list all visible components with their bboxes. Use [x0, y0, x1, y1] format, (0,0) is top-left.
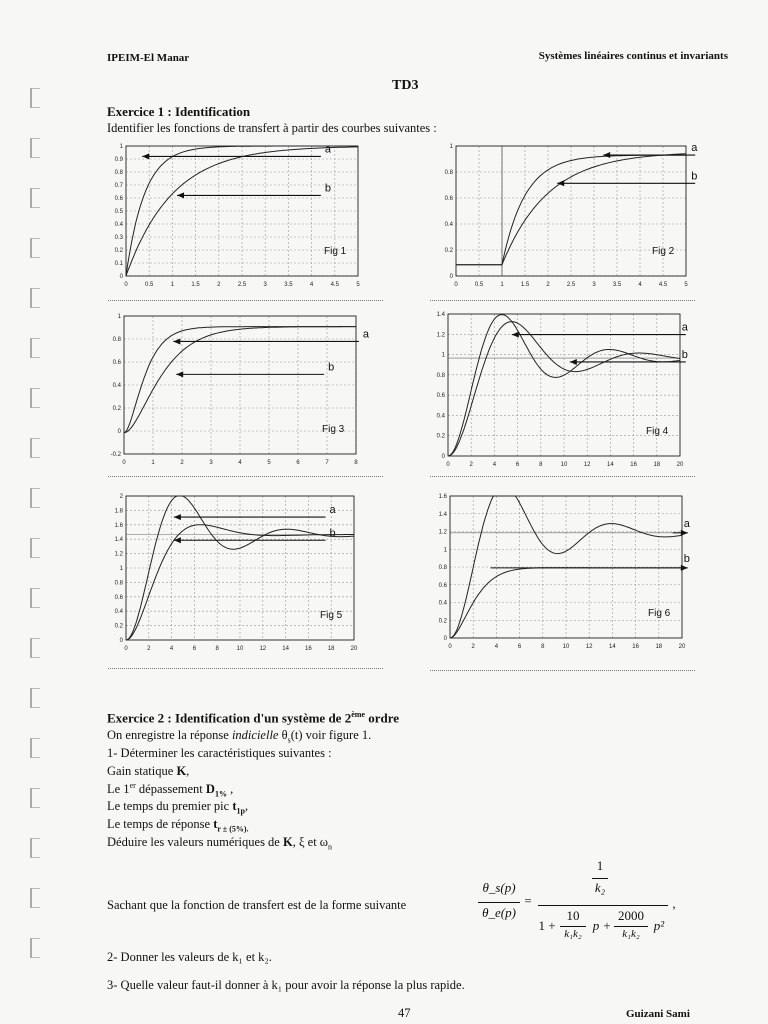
formula-ten: 10 [566, 908, 580, 923]
x-tick-label: 16 [630, 462, 637, 468]
arrow-head [603, 152, 610, 158]
exercise1-title: Exercice 1 : Identification [107, 104, 251, 119]
x-tick-label: 14 [609, 644, 616, 650]
formula-p: p + [592, 918, 612, 933]
footer-author: Guizani Sami [626, 1008, 690, 1020]
x-tick-label: 18 [327, 646, 335, 652]
exercise1-intro: Identifier les fonctions de transfert à partir des courbes suivantes : [107, 121, 437, 135]
curve-label-b: b [328, 361, 335, 374]
y-tick-label: 0 [441, 454, 445, 460]
page-title: TD3 [392, 78, 419, 93]
y-tick-label: 1.4 [436, 312, 445, 318]
x-tick-label: 3.5 [284, 282, 293, 288]
formula-k1k2-a: k₁k₂ [564, 928, 582, 940]
y-tick-label: 1 [443, 547, 447, 554]
x-tick-label: 2 [469, 462, 473, 468]
x-tick-label: 0.5 [145, 282, 154, 288]
formula-k1k2-b: k₁k₂ [622, 928, 640, 940]
ex2-line-9: 2- Donner les valeurs de k₁ et k₂. [107, 950, 272, 964]
arrow-head [681, 565, 688, 571]
x-tick-label: 2 [217, 282, 221, 288]
ex2-line-6: Le temps de réponse $t_{r \pm (5\%).}$ [107, 817, 249, 834]
formula-p2: p² [653, 918, 665, 933]
x-tick-label: 4.5 [330, 282, 339, 288]
formula-lhs-num: θ_s(p) [482, 880, 516, 895]
y-tick-label: 0.4 [112, 383, 121, 389]
figure-1 [100, 138, 390, 290]
figure-label: Fig 2 [652, 246, 675, 257]
x-tick-label: 1 [170, 282, 175, 288]
y-tick-label: 0.8 [436, 372, 445, 379]
ex2-line-10: 3- Quelle valeur faut-il donner à k₁ pour avoir la réponse la plus rapide. [107, 978, 465, 992]
y-tick-label: 1 [119, 144, 123, 150]
formula-2000: 2000 [618, 908, 644, 923]
figure-label: Fig 5 [320, 610, 343, 621]
y-tick-label: 2 [119, 494, 123, 500]
curve-label-a: a [681, 321, 688, 334]
y-tick-label: 0.2 [438, 618, 447, 625]
x-tick-label: 4 [638, 282, 642, 288]
y-tick-label: 1 [441, 352, 445, 359]
x-tick-label: 2.5 [566, 282, 576, 288]
x-tick-label: 20 [676, 462, 684, 468]
y-tick-label: 0 [117, 429, 121, 435]
figure-6 [428, 490, 718, 652]
x-tick-label: 3 [209, 460, 213, 466]
figure-label: Fig 4 [646, 426, 669, 437]
x-tick-label: 2 [147, 646, 151, 652]
y-tick-label: 0.2 [114, 623, 123, 630]
arrow-head [174, 514, 181, 520]
y-tick-label: 1 [117, 314, 121, 320]
figure-5 [100, 490, 390, 652]
x-tick-label: 1 [151, 460, 155, 466]
x-tick-label: 18 [655, 644, 663, 650]
x-tick-label: 0 [122, 460, 126, 466]
figure-label: Fig 1 [324, 246, 347, 257]
x-tick-label: 10 [560, 462, 568, 468]
curve-label-a: a [362, 328, 370, 341]
x-tick-label: 2 [471, 644, 475, 650]
y-tick-label: 1.2 [114, 551, 123, 558]
response-curve-b [450, 568, 682, 638]
x-tick-label: 8 [541, 644, 545, 650]
x-tick-label: 8 [354, 460, 358, 466]
arrow-head [570, 359, 577, 365]
y-tick-label: 0.2 [114, 248, 123, 254]
y-tick-label: 0 [449, 274, 453, 280]
y-tick-label: 0.2 [444, 248, 453, 254]
x-tick-label: 16 [632, 644, 639, 650]
ex2-line-4: Le 1er dépassement $D_{1\%}$ , [107, 781, 234, 799]
x-tick-label: 5 [684, 282, 688, 288]
figure-label: Fig 3 [322, 424, 345, 435]
ex2-line-2: 1- Déterminer les caractéristiques suivantes : [107, 746, 332, 760]
x-tick-label: 8 [215, 646, 219, 652]
x-tick-label: 5 [267, 460, 271, 466]
arrow-head [142, 153, 149, 159]
y-tick-label: 0 [119, 274, 123, 280]
x-tick-label: 4.5 [658, 282, 668, 288]
x-tick-label: 0 [446, 462, 450, 468]
y-tick-label: 0.6 [438, 582, 447, 589]
y-tick-label: 0.6 [114, 594, 123, 601]
x-tick-label: 12 [585, 644, 593, 650]
x-tick-label: 4 [494, 644, 499, 650]
arrow-head [173, 338, 180, 344]
y-tick-label: 0.8 [112, 337, 121, 343]
x-tick-label: 20 [678, 644, 686, 650]
x-tick-label: 4 [238, 460, 242, 466]
y-tick-label: 0.2 [436, 433, 445, 440]
x-tick-label: 10 [562, 644, 570, 650]
curve-label-a: a [329, 504, 336, 517]
x-tick-label: 3.5 [612, 282, 622, 288]
y-tick-label: 0.3 [114, 235, 123, 241]
x-tick-label: 4 [169, 646, 174, 652]
y-tick-label: 0.4 [114, 609, 123, 616]
arrow-head [681, 530, 688, 536]
x-tick-label: 2 [180, 460, 184, 466]
curve-label-b: b [329, 527, 336, 540]
formula-den-1: 1 + [538, 918, 556, 933]
x-tick-label: 8 [539, 462, 543, 468]
formula-k2: k₂ [594, 880, 606, 895]
x-tick-label: 1 [500, 282, 504, 288]
x-tick-label: 20 [350, 646, 358, 652]
y-tick-label: 1.2 [436, 332, 445, 339]
curve-label-a: a [683, 517, 690, 530]
figure-2 [428, 138, 718, 290]
x-tick-label: 5 [356, 282, 360, 288]
arrow-head [177, 192, 184, 198]
arrow-head [512, 332, 519, 338]
x-tick-label: 6 [192, 646, 197, 652]
y-tick-label: 0.4 [436, 413, 445, 420]
y-tick-label: 0.8 [438, 565, 447, 571]
y-tick-label: 0.8 [444, 170, 453, 176]
x-tick-label: 4 [309, 282, 314, 288]
y-tick-label: -0.2 [110, 452, 121, 458]
formula-one: 1 [596, 858, 604, 873]
ex2-line-8: Sachant que la fonction de transfert est de la forme suivante [107, 898, 407, 912]
figure-label: Fig 6 [648, 608, 671, 619]
x-tick-label: 18 [653, 462, 661, 468]
header-left: IPEIM-El Manar [107, 52, 190, 64]
x-tick-label: 16 [305, 646, 312, 652]
curve-label-b: b [683, 552, 690, 565]
x-tick-label: 12 [583, 462, 591, 468]
y-tick-label: 0.4 [438, 600, 447, 607]
x-tick-label: 3 [263, 282, 267, 288]
curve-label-a: a [324, 143, 332, 156]
figure-3 [100, 308, 390, 468]
curve-label-b: b [681, 348, 688, 361]
y-tick-label: 0.4 [114, 222, 123, 228]
y-tick-label: 0.6 [444, 196, 453, 202]
y-tick-label: 0.6 [436, 393, 445, 400]
y-tick-label: 1.6 [114, 522, 123, 529]
y-tick-label: 0.4 [444, 222, 453, 228]
y-tick-label: 0.6 [112, 360, 121, 366]
x-tick-label: 0 [124, 646, 128, 652]
y-tick-label: 1 [449, 144, 453, 150]
x-tick-label: 6 [517, 644, 522, 650]
y-tick-label: 0.1 [114, 261, 123, 267]
x-tick-label: 2.5 [237, 282, 247, 288]
x-tick-label: 4 [492, 462, 497, 468]
ex2-line-3: Gain statique K, [107, 764, 190, 778]
y-tick-label: 1.6 [438, 494, 447, 500]
ex2-line-7: Déduire les valeurs numériques de K, ξ et $\omega_n$ [107, 835, 333, 852]
curve-label-b: b [324, 182, 332, 195]
formula-lhs-den: θ_e(p) [482, 905, 516, 920]
ex2-line-5: Le temps du premier pic $t_{1p}$, [107, 799, 249, 816]
y-tick-label: 0.8 [114, 170, 123, 176]
x-tick-label: 14 [607, 462, 614, 468]
x-tick-label: 1.5 [191, 282, 200, 288]
x-tick-label: 0 [448, 644, 452, 650]
y-tick-label: 1.4 [114, 537, 123, 544]
x-tick-label: 14 [282, 646, 289, 652]
x-tick-label: 6 [515, 462, 520, 468]
ex2-line-1: On enregistre la réponse indicielle $\theta_s(t)$ voir figure 1. [107, 728, 372, 745]
page-number: 47 [398, 1006, 411, 1020]
y-tick-label: 0.8 [114, 580, 123, 587]
x-tick-label: 2 [546, 282, 550, 288]
figure-4 [428, 308, 718, 468]
y-tick-label: 0.2 [112, 406, 121, 412]
y-tick-label: 1 [119, 566, 123, 572]
x-tick-label: 0 [454, 282, 458, 288]
y-tick-label: 1.8 [114, 508, 123, 515]
x-tick-label: 6 [296, 460, 300, 466]
y-tick-label: 1.4 [438, 511, 447, 518]
header-right: Systèmes linéaires continus et invariants [538, 50, 728, 62]
y-tick-label: 0.6 [114, 196, 123, 202]
x-tick-label: 0.5 [474, 282, 484, 288]
y-tick-label: 0 [119, 638, 123, 644]
x-tick-label: 3 [592, 282, 596, 288]
y-tick-label: 0 [443, 636, 447, 642]
y-tick-label: 1.2 [438, 529, 447, 536]
arrow-head [176, 371, 183, 377]
x-tick-label: 7 [325, 460, 329, 466]
x-tick-label: 0 [124, 282, 128, 288]
x-tick-label: 10 [236, 646, 244, 652]
y-tick-label: 0.5 [114, 209, 123, 215]
curve-label-a: a [691, 142, 698, 155]
curve-label-b: b [691, 170, 698, 183]
x-tick-label: 1.5 [520, 282, 530, 288]
y-tick-label: 0.9 [114, 157, 123, 163]
x-tick-label: 12 [259, 646, 267, 652]
exercise2-title: Exercice 2 : Identification d'un système de 2ème ordre [107, 710, 400, 726]
y-tick-label: 0.7 [114, 183, 123, 189]
